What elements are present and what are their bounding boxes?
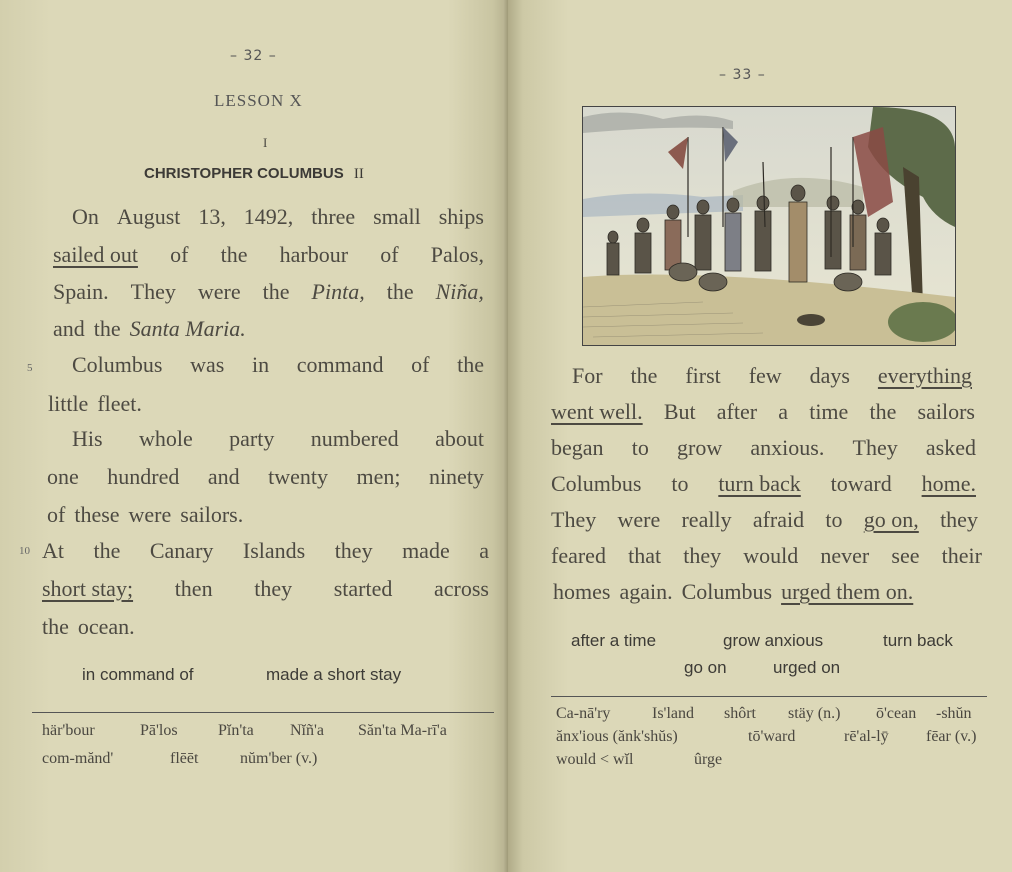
page-number-32: – 32 – (230, 48, 277, 64)
word: 13, (198, 204, 226, 229)
word: At (42, 538, 64, 563)
phrase-in-command-of: in command of (82, 665, 194, 684)
word: harbour (279, 242, 349, 267)
word: they (940, 507, 978, 532)
word: a (778, 399, 789, 424)
glossary-entry: rē'al-lȳ (844, 728, 889, 745)
glossary-entry: Ca-nā'ry (556, 705, 611, 722)
word: Pinta, (311, 279, 365, 304)
word: was (190, 352, 225, 377)
word: started (333, 576, 393, 601)
word: a (479, 538, 489, 563)
word: But (663, 399, 696, 424)
word: sailors (917, 399, 975, 424)
glossary-entry: Săn'ta Ma-rī'a (358, 722, 447, 739)
word: first (685, 363, 721, 388)
illustration-drawing (583, 107, 955, 345)
word: see (891, 543, 920, 568)
word: ocean. (77, 614, 135, 639)
word: On (72, 204, 99, 229)
word: August (116, 204, 181, 229)
left-line-3 (53, 279, 484, 305)
word: never (820, 543, 870, 568)
word: twenty (268, 464, 328, 489)
right-line-4 (551, 471, 976, 497)
word: of (170, 242, 189, 267)
word: one (47, 464, 79, 489)
word: ships (438, 204, 484, 229)
glossary-entry: flēēt (170, 750, 199, 767)
word: home. (921, 471, 976, 496)
title-suffix: II (353, 166, 364, 182)
word: small (373, 204, 421, 229)
word: Palos, (430, 242, 484, 267)
phrase-grow-anxious: grow anxious (723, 631, 824, 650)
right-line-6 (551, 543, 982, 569)
word: They (852, 435, 898, 460)
word: the (93, 316, 121, 341)
right-line-2 (551, 399, 975, 425)
word: they (334, 538, 373, 563)
glossary-divider-right (551, 696, 987, 697)
word: Santa Maria. (129, 316, 246, 341)
glossary-entry: Pā'los (140, 722, 178, 739)
glossary-entry: ănx'ious (ănk'shŭs) (556, 728, 678, 745)
phrase-after-a-time: after a time (571, 631, 657, 650)
word: their (941, 543, 982, 568)
word: Columbus (551, 471, 642, 496)
phrase-turn-back: turn back (883, 631, 953, 650)
right-line-7 (553, 579, 913, 605)
left-line-5 (72, 352, 484, 378)
word: were (128, 502, 172, 527)
line-number-10: 10 (19, 545, 30, 557)
word: few (748, 363, 782, 388)
word: to (671, 471, 689, 496)
word: and (207, 464, 240, 489)
right-line-3 (551, 435, 976, 461)
glossary-entry: här'bour (42, 722, 95, 739)
word: then (174, 576, 213, 601)
word: and (53, 316, 85, 341)
word: three (311, 204, 356, 229)
word: They (551, 507, 597, 532)
left-line-12 (42, 614, 135, 640)
word: grow (677, 435, 723, 460)
word: the (630, 363, 658, 388)
word: toward (830, 471, 892, 496)
word: hundred (107, 464, 180, 489)
word: days (809, 363, 850, 388)
glossary-entry: Nĭñ'a (290, 722, 324, 739)
glossary-entry: ō'cean (876, 705, 917, 722)
word: Canary (149, 538, 214, 563)
word: urged them on. (781, 579, 914, 604)
glossary-entry: -shŭn (936, 705, 972, 722)
word: command (296, 352, 384, 377)
word: Niña, (435, 279, 484, 304)
title-text: CHRISTOPHER COLUMBUS (144, 165, 344, 182)
word: ninety (428, 464, 484, 489)
lesson-heading: LESSON X (214, 91, 303, 110)
word: of (380, 242, 399, 267)
word: Islands (242, 538, 306, 563)
word: the (220, 242, 248, 267)
left-line-6 (48, 391, 142, 417)
glossary-entry: Is'land (652, 705, 694, 722)
word: again. (619, 579, 673, 604)
glossary-divider-left (32, 712, 494, 713)
word: went well. (551, 399, 643, 424)
glossary-entry: would < wĭl (556, 751, 634, 768)
word: sailors. (180, 502, 244, 527)
word: the (386, 279, 414, 304)
word: these (74, 502, 120, 527)
word: were (617, 507, 661, 532)
word: they (683, 543, 722, 568)
word: time (809, 399, 849, 424)
glossary-entry: stäy (n.) (788, 705, 841, 722)
glossary-entry: com-mănd' (42, 750, 114, 767)
word: to (825, 507, 843, 532)
word: anxious. (750, 435, 825, 460)
word: the (262, 279, 290, 304)
word: across (434, 576, 489, 601)
word: about (435, 426, 484, 451)
word: the (42, 614, 69, 639)
word: sailed out (53, 242, 138, 267)
glossary-entry: Pĭn'ta (218, 722, 254, 739)
word: to (631, 435, 649, 460)
word: Columbus (72, 352, 163, 377)
word: would (743, 543, 799, 568)
word: go on, (863, 507, 919, 532)
word: Columbus (681, 579, 773, 604)
word: fleet. (97, 391, 142, 416)
word: For (572, 363, 603, 388)
word: were (197, 279, 241, 304)
left-line-4 (53, 316, 246, 342)
columbus-landing-illustration (582, 106, 956, 346)
word: really (681, 507, 732, 532)
left-line-11 (42, 576, 489, 602)
word: turn back (718, 471, 801, 496)
word: of (411, 352, 430, 377)
word: asked (925, 435, 976, 460)
right-line-5 (551, 507, 978, 533)
word: His (72, 426, 103, 451)
word: they (254, 576, 293, 601)
left-line-7 (72, 426, 484, 452)
glossary-entry: nŭm'ber (v.) (240, 750, 318, 767)
line-number-5: 5 (27, 362, 33, 374)
word: the (869, 399, 897, 424)
word: in (251, 352, 270, 377)
word: that (628, 543, 662, 568)
word: made (402, 538, 450, 563)
word: homes (553, 579, 611, 604)
word: the (457, 352, 484, 377)
word: They (130, 279, 176, 304)
word: afraid (752, 507, 805, 532)
word: the (93, 538, 121, 563)
page-number-33: – 33 – (719, 67, 766, 83)
phrase-go-on: go on (684, 658, 727, 677)
left-line-9 (47, 502, 243, 528)
word: began (551, 435, 604, 460)
left-line-1 (72, 204, 484, 230)
left-line-10 (42, 538, 489, 564)
word: everything (877, 363, 972, 388)
glossary-entry: fēar (v.) (926, 728, 977, 745)
word: after (716, 399, 758, 424)
word: 1492, (243, 204, 294, 229)
word: party (229, 426, 275, 451)
word: feared (551, 543, 606, 568)
word: of (47, 502, 66, 527)
glossary-entry: ûrge (694, 751, 723, 768)
word: Spain. (53, 279, 109, 304)
phrase-urged-on: urged on (773, 658, 841, 677)
word: short stay; (42, 576, 134, 601)
word: numbered (310, 426, 399, 451)
right-line-1 (572, 363, 972, 389)
word: little (48, 391, 89, 416)
section-number: I (263, 135, 268, 150)
phrase-made-a-short-stay: made a short stay (266, 665, 402, 684)
word: whole (138, 426, 193, 451)
left-line-8 (47, 464, 484, 490)
lesson-title (144, 165, 364, 183)
word: men; (356, 464, 401, 489)
left-line-2 (53, 242, 484, 268)
glossary-entry: tō'ward (748, 728, 796, 745)
glossary-entry: shôrt (724, 705, 756, 722)
